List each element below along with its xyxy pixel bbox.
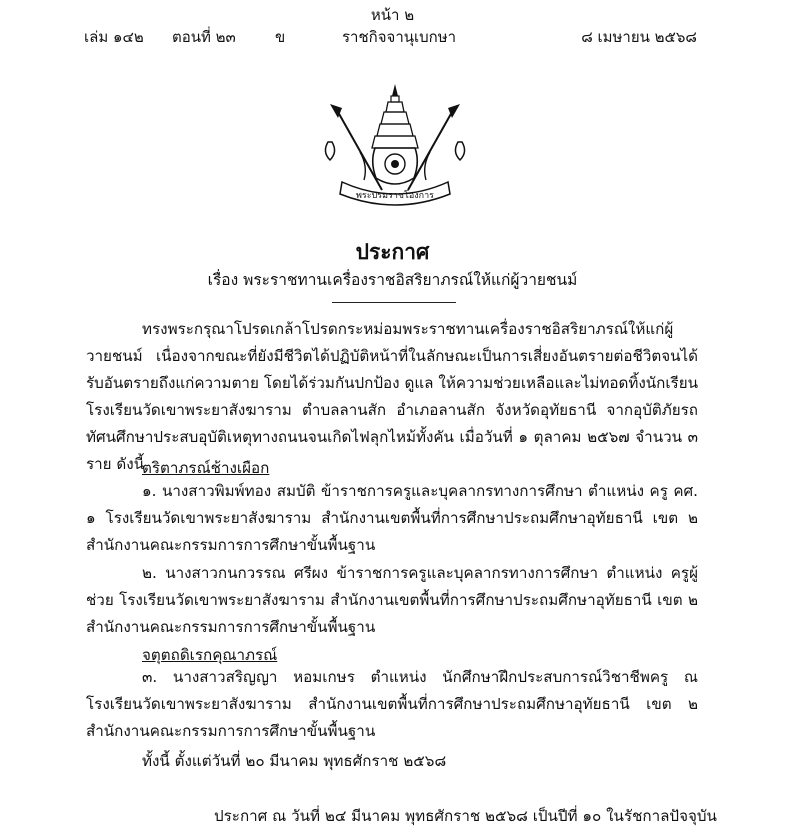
title-divider bbox=[332, 302, 456, 303]
document-subject: เรื่อง พระราชทานเครื่องราชอิสริยาภรณ์ให้แก่ผู้วายชนม์ bbox=[207, 271, 578, 289]
document-title: ประกาศ bbox=[355, 239, 430, 264]
recipient-item-3: ๓. นางสาวสริญญา หอมเกษร ตำแหน่ง นักศึกษาฝึกประสบการณ์วิชาชีพครู ณ โรงเรียนวัดเขาพระยาสังฆาราม สำนักงานเขตพื้นที่การศึกษาประถมศึกษาอุทัยธานี เขต ๒ สำนักงานคณะกรรมการการศึกษาขั้นพื้นฐาน bbox=[86, 668, 698, 740]
recipient-item-2: ๒. นางสาวกนกวรรณ ศรีผง ข้าราชการครูและบุคลากรทางการศึกษา ตำแหน่ง ครูผู้ช่วย โรงเรียนวัดเขาพระยาสังฆาราม สำนักงานเขตพื้นที่การศึกษาประถมศึกษาอุทัยธานี เขต ๒ สำนักงานคณะกรรมการการศึกษาขั้นพื้นฐาน bbox=[86, 564, 698, 636]
section-letter: ข bbox=[275, 28, 286, 46]
publication-date: ๘ เมษายน ๒๕๖๘ bbox=[581, 28, 697, 46]
recipient-item-1: ๑. นางสาวพิมพ์ทอง สมบัติ ข้าราชการครูและบุคลากรทางการศึกษา ตำแหน่ง ครู คศ. ๑ โรงเรียนวัดเขาพระยาสังฆาราม สำนักงานเขตพื้นที่การศึกษาประถมศึกษาอุทัยธานี เขต ๒ สำนักงานคณะกรรมการการศึกษาขั้นพื้นฐาน bbox=[86, 482, 698, 554]
effective-date: ทั้งนี้ ตั้งแต่วันที่ ๒๐ มีนาคม พุทธศักราช ๒๕๖๘ bbox=[142, 752, 447, 770]
decoration-heading-2: จตุตถดิเรกคุณาภรณ์ bbox=[142, 646, 278, 664]
decoration-heading-1: ตริตาภรณ์ช้างเผือก bbox=[142, 459, 270, 477]
issue-number: ตอนที่ ๒๓ bbox=[172, 28, 236, 46]
gazette-name: ราชกิจจานุเบกษา bbox=[342, 28, 457, 46]
royal-emblem-icon bbox=[320, 82, 470, 207]
emblem-ribbon-text: พระบรมราชโองการ bbox=[355, 191, 435, 201]
volume-number: เล่ม ๑๔๒ bbox=[84, 28, 144, 46]
page-number: หน้า ๒ bbox=[370, 6, 415, 24]
intro-paragraph: ทรงพระกรุณาโปรดเกล้าโปรดกระหม่อมพระราชทานเครื่องราชอิสริยาภรณ์ให้แก่ผู้วายชนม์ เนื่องจากขณะที่ยังมีชีวิตได้ปฏิบัติหน้าที่ในลักษณะเป็นการเสี่ยงอันตรายต่อชีวิตจนได้รับอันตรายถึงแก่ความตาย โดยได้ร่วมกันปกป้อง ดูแล ให้ความช่วยเหลือและไม่ทอดทิ้งนักเรียนโรงเรียนวัดเขาพระยาสังฆาราม ตำบลลานสัก อำเภอลานสัก จังหวัดอุทัยธานี จากอุบัติภัยรถทัศนศึกษาประสบอุบัติเหตุทางถนนจนเกิดไฟลุกไหม้ทั้งคัน เมื่อวันที่ ๑ ตุลาคม ๒๕๖๗ จำนวน ๓ ราย ดังนี้ bbox=[86, 320, 698, 473]
closing-line: ประกาศ ณ วันที่ ๒๔ มีนาคม พุทธศักราช ๒๕๖๘ เป็นปีที่ ๑๐ ในรัชกาลปัจจุบัน bbox=[214, 807, 717, 825]
